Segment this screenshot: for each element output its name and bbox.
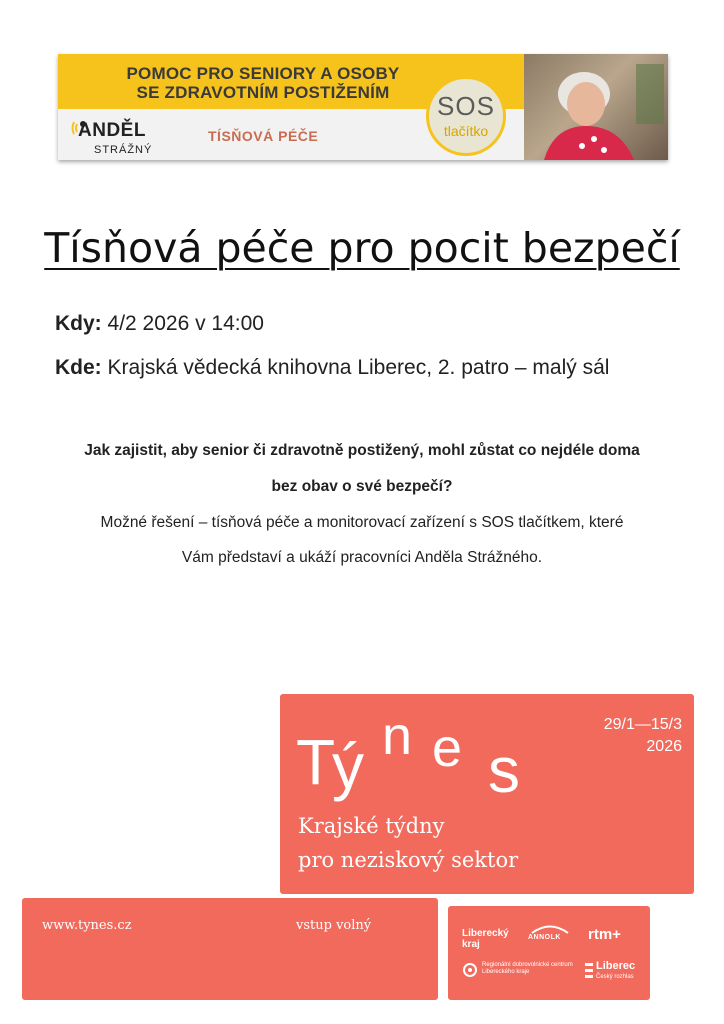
rdc-icon xyxy=(462,962,478,978)
tynes-logo xyxy=(296,704,576,804)
page-title xyxy=(0,224,724,272)
tynes-dates xyxy=(604,714,682,758)
advert-banner xyxy=(58,54,668,160)
sponsor-liberecky-kraj-line2: kraj xyxy=(462,939,480,950)
senior-woman-image xyxy=(524,54,668,160)
tynes-subtitle-line1: Krajské týdny xyxy=(298,814,445,838)
event-where xyxy=(55,356,609,380)
page-title-text: Tísňová péče pro pocit bezpečí xyxy=(44,224,680,272)
when-label: Kdy: xyxy=(55,312,102,335)
service-label: TÍSŇOVÁ PÉČE xyxy=(208,128,319,144)
rozhlas-bars-icon xyxy=(584,962,594,982)
sos-label: SOS xyxy=(437,91,495,121)
sponsor-rdc xyxy=(482,962,573,976)
svg-text:s: s xyxy=(488,734,520,804)
where-label: Kde: xyxy=(55,356,102,379)
tynes-subtitle-line2: pro neziskový sektor xyxy=(298,848,519,872)
event-when xyxy=(55,312,264,336)
sponsor-rdc-line1: Regionální dobrovolnické centrum xyxy=(482,962,573,968)
sponsor-rtm: rtm+ xyxy=(588,926,621,943)
banner-headline-line1: POMOC PRO SENIORY A OSOBY xyxy=(126,64,400,83)
website-link[interactable]: www.tynes.cz xyxy=(42,918,132,933)
andel-strazny-logo xyxy=(70,116,160,160)
sponsor-liberec: Liberec xyxy=(596,960,636,972)
sponsor-rdc-line2: Libereckého kraje xyxy=(482,969,530,975)
logo-name: ANDĚL xyxy=(78,120,146,141)
tynes-dates-range: 29/1—15/3 xyxy=(603,716,682,733)
sponsor-liberecky-kraj-line1: Liberecký xyxy=(462,928,509,939)
question-line2: bez obav o své bezpečí? xyxy=(271,478,453,495)
logo-subtitle: STRÁŽNÝ xyxy=(94,144,153,156)
svg-text:e: e xyxy=(432,718,463,778)
annolk-arc-icon xyxy=(530,922,570,934)
sos-sublabel: tlačítko xyxy=(443,123,489,139)
svg-text:ý: ý xyxy=(332,730,364,802)
footer-info-box xyxy=(22,898,438,1000)
tynes-promo-box xyxy=(280,694,694,894)
svg-text:n: n xyxy=(382,706,413,766)
entry-note: vstup volný xyxy=(296,918,372,933)
sponsor-liberecky-kraj xyxy=(462,928,509,950)
sponsors-box xyxy=(448,906,650,1000)
tynes-dates-year: 2026 xyxy=(646,738,682,755)
question-line1: Jak zajistit, aby senior či zdravotně postižený, mohl zůstat co nejdéle doma xyxy=(84,442,640,459)
banner-headline-line2: SE ZDRAVOTNÍM POSTIŽENÍM xyxy=(136,83,390,102)
answer-line1: Možné řešení – tísňová péče a monitorovací zařízení s SOS tlačítkem, které xyxy=(100,514,624,531)
sponsor-liberec-subtitle: Český rozhlas xyxy=(596,974,634,980)
answer-line2: Vám představí a ukáží pracovníci Anděla Strážného. xyxy=(181,549,543,566)
sos-button-badge xyxy=(426,76,506,156)
where-value: Krajská vědecká knihovna Liberec, 2. patro – malý sál xyxy=(107,356,610,379)
svg-text:T: T xyxy=(296,726,336,798)
senior-photo xyxy=(524,54,668,160)
sponsor-annolk: ANNOLK xyxy=(528,934,561,941)
when-value: 4/2 2026 v 14:00 xyxy=(107,312,264,335)
